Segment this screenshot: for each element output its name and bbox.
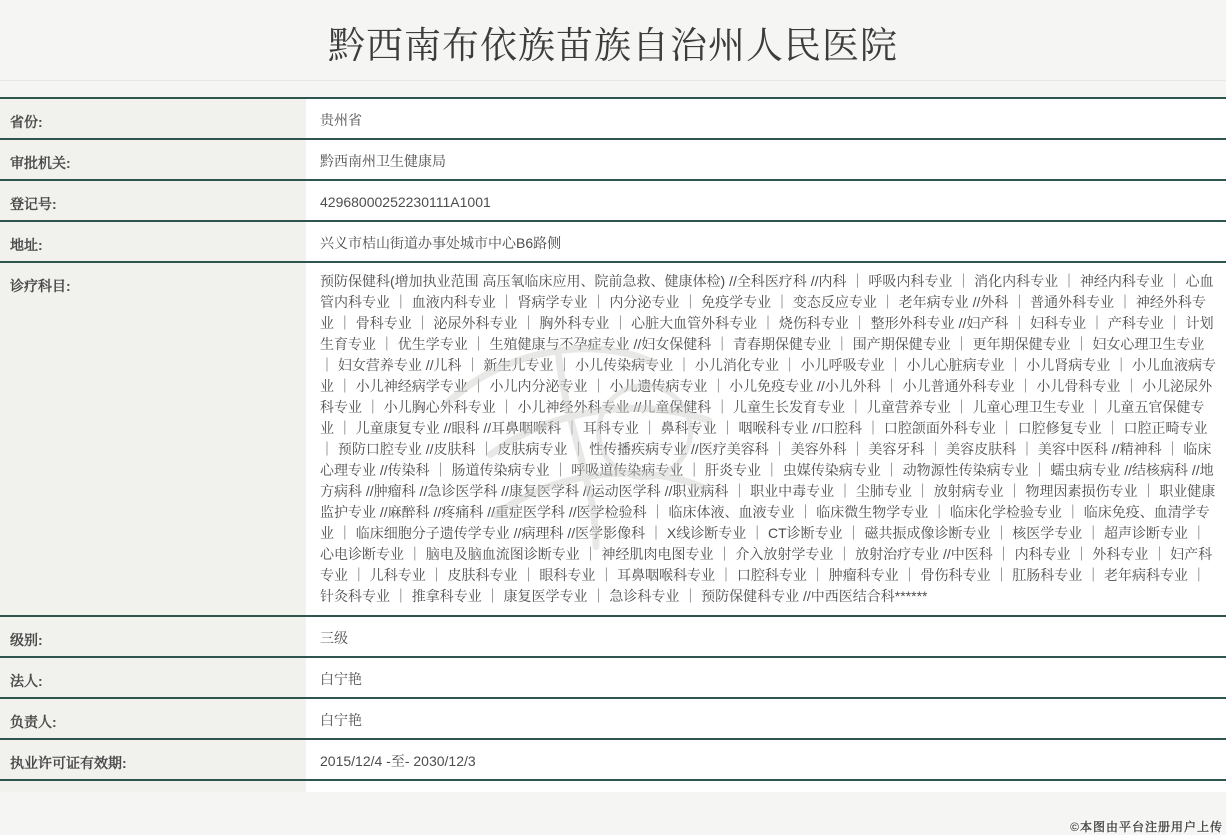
copyright-stamp: ©本图由平台注册用户上传 bbox=[1070, 820, 1223, 834]
row-value: 2015/12/4 -至- 2030/12/3 bbox=[306, 740, 1226, 779]
row-value: 预防保健科(增加执业范围 高压氧临床应用、院前急救、健康体检) //全科医疗科 //内科 ｜ 呼吸内科专业 ｜ 消化内科专业 ｜ 神经内科专业 ｜ 心血管内科专业 ｜ 血液内科专业 ｜ 肾病学专业 ｜ 内分泌专业 ｜ 免疫学专业 ｜ 变态反应专业 ｜ 老年病专业 //外科 ｜ 普通外科专业 ｜ 神经外科专业 ｜ 骨科专业 ｜ 泌尿外科专业 ｜ 胸外科专业 ｜ 心脏大血管外科专业 ｜ 烧伤科专业 ｜ 整形外科专业 //妇产科 ｜ 妇科专业 ｜ 产科专业 ｜ 计划生育专业 ｜ 优生学专业 ｜ 生殖健康与不孕症专业 //妇女保健科 ｜ 青春期保健专业 ｜ 围产期保健专业 ｜ 更年期保健专业 ｜ 妇女心理卫生专业 ｜ 妇女营养专业 //儿科 ｜ 新生儿专业 ｜ 小儿传染病专业 ｜ 小儿消化专业 ｜ 小儿呼吸专业 ｜ 小儿心脏病专业 ｜ 小儿肾病专业 ｜ 小儿血液病专业 ｜ 小儿神经病学专业 ｜ 小儿内分泌专业 ｜ 小儿遗传病专业 ｜ 小儿免疫专业 //小儿外科 ｜ 小儿普通外科专业 ｜ 小儿骨科专业 ｜ 小儿泌尿外科专业 ｜ 小儿胸心外科专业 ｜ 小儿神经外科专业 //儿童保健科 ｜ 儿童生长发育专业 ｜ 儿童营养专业 ｜ 儿童心理卫生专业 ｜ 儿童五官保健专业 ｜ 儿童康复专业 //眼科 //耳鼻咽喉科 ｜ 耳科专业 ｜ 鼻科专业 ｜ 咽喉科专业 //口腔科 ｜ 口腔颌面外科专业 ｜ 口腔修复专业 ｜ 口腔正畸专业 ｜ 预防口腔专业 //皮肤科 ｜ 皮肤病专业 ｜ 性传播疾病专业 //医疗美容科 ｜ 美容外科 ｜ 美容牙科 ｜ 美容皮肤科 ｜ 美容中医科 //精神科 ｜ 临床心理专业 //传染科 ｜ 肠道传染病专业 ｜ 呼吸道传染病专业 ｜ 肝炎专业 ｜ 虫媒传染病专业 ｜ 动物源性传染病专业 ｜ 蠕虫病专业 //结核病科 //地方病科 //肿瘤科 //急诊医学科 //康复医学科 //运动医学科 //职业病科 ｜ 职业中毒专业 ｜ 尘肺专业 ｜ 放射病专业 ｜ 物理因素损伤专业 ｜ 职业健康监护专业 //麻醉科 //疼痛科 //重症医学科 //医学检验科 ｜ 临床体液、血液专业 ｜ 临床微生物学专业 ｜ 临床化学检验专业 ｜ 临床免疫、血清学专业 ｜ 临床细胞分子遗传学专业 //病理科 //医学影像科 ｜ X线诊断专业 ｜ CT诊断专业 ｜ 磁共振成像诊断专业 ｜ 核医学专业 ｜ 超声诊断专业 ｜ 心电诊断专业 ｜ 脑电及脑血流图诊断专业 ｜ 神经肌肉电图专业 ｜ 介入放射学专业 ｜ 放射治疗专业 //中医科 ｜ 内科专业 ｜ 外科专业 ｜ 妇产科专业 ｜ 儿科专业 ｜ 皮肤科专业 ｜ 眼科专业 ｜ 耳鼻咽喉科专业 ｜ 口腔科专业 ｜ 肿瘤科专业 ｜ 骨伤科专业 ｜ 肛肠科专业 ｜ 老年病科专业 ｜ 针灸科专业 ｜ 推拿科专业 ｜ 康复医学专业 ｜ 急诊科专业 ｜ 预防保健科专业 //中西医结合科****** bbox=[306, 263, 1226, 615]
table-row-cutoff bbox=[0, 781, 1226, 792]
table-row-registration-number bbox=[0, 181, 1226, 222]
row-value: 黔西南州卫生健康局 bbox=[306, 140, 1226, 179]
table-row-approval-authority bbox=[0, 140, 1226, 181]
table-row-address bbox=[0, 222, 1226, 263]
table-row-level bbox=[0, 617, 1226, 658]
row-label: 省份: bbox=[0, 99, 306, 138]
table-row-person-in-charge bbox=[0, 699, 1226, 740]
page-title: 黔西南布依族苗族自治州人民医院 bbox=[328, 25, 898, 66]
row-label: 诊疗科目: bbox=[0, 263, 306, 615]
table-row-legal-person bbox=[0, 658, 1226, 699]
row-value: 白宁艳 bbox=[306, 658, 1226, 697]
row-value: 贵州省 bbox=[306, 99, 1226, 138]
row-value: 三级 bbox=[306, 617, 1226, 656]
row-label: 执业许可证有效期: bbox=[0, 740, 306, 779]
row-label: 级别: bbox=[0, 617, 306, 656]
info-table bbox=[0, 97, 1226, 792]
row-label: 登记号: bbox=[0, 181, 306, 220]
row-value: 42968000252230111A1001 bbox=[306, 181, 1226, 220]
row-label: 地址: bbox=[0, 222, 306, 261]
row-value bbox=[306, 781, 1226, 792]
row-label: 审批机关: bbox=[0, 140, 306, 179]
row-label: 法人: bbox=[0, 658, 306, 697]
row-label: 负责人: bbox=[0, 699, 306, 738]
row-value: 白宁艳 bbox=[306, 699, 1226, 738]
page-header bbox=[0, 0, 1226, 81]
table-row-province bbox=[0, 99, 1226, 140]
table-rows bbox=[0, 99, 1226, 781]
table-row-departments bbox=[0, 263, 1226, 617]
row-label bbox=[0, 781, 306, 792]
row-value: 兴义市桔山街道办事处城市中心B6路侧 bbox=[306, 222, 1226, 261]
table-row-license-validity bbox=[0, 740, 1226, 781]
